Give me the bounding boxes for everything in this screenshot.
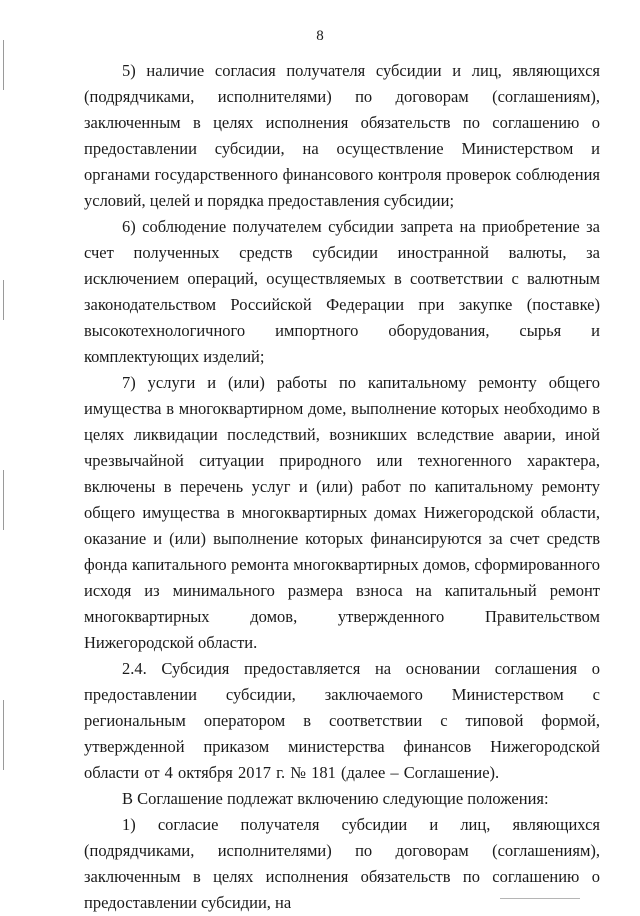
scan-edge-mark bbox=[3, 40, 4, 90]
scan-edge-mark bbox=[3, 280, 4, 320]
scan-edge-mark bbox=[500, 898, 580, 899]
paragraph-item-5-consent: 5) наличие согласия получателя субсидии и лиц, являющихся (подрядчиками, исполнителями) по договорам (соглашениям), заключенным в целях исполнения обязательств по соглашению о предоставлении субсидии, на осуществление Министерством и органами государственного финансового контроля проверок соблюдения условий, целей и порядка предоставления субсидии; bbox=[84, 61, 600, 210]
paragraph-2-4-subsidy-agreement: 2.4. Субсидия предоставляется на основании соглашения о предоставлении субсидии, заключаемого Министерством с региональным оператором в соответствии с типовой формой, утвержденной приказом министерства финансов Нижегородской области от 4 октября 2017 г. № 181 (далее – Соглашение). bbox=[84, 659, 600, 782]
scan-edge-mark bbox=[3, 700, 4, 770]
paragraph-item-6-currency-ban: 6) соблюдение получателем субсидии запрета на приобретение за счет полученных средств субсидии иностранной валюты, за исключением операций, осуществляемых в соответствии с валютным законодательством Российской Федерации при закупке (поставке) высокотехнологичного импортного оборудования, сырья и комплектующих изделий; bbox=[84, 217, 600, 366]
paragraph-item-1-consent: 1) согласие получателя субсидии и лиц, являющихся (подрядчиками, исполнителями) по договорам (соглашениям), заключенным в целях исполнения обязательств по соглашению о предоставлении субсидии, на bbox=[84, 815, 600, 912]
document-body bbox=[84, 58, 600, 916]
paragraph-agreement-provisions: В Соглашение подлежат включению следующие положения: bbox=[122, 789, 549, 808]
scan-edge-mark bbox=[3, 470, 4, 530]
page-number: 8 bbox=[316, 28, 324, 44]
paragraph-item-7-capital-repair: 7) услуги и (или) работы по капитальному ремонту общего имущества в многоквартирном доме, выполнение которых необходимо в целях ликвидации последствий, возникших вследствие аварии, иной чрезвычайной ситуации природного или техногенного характера, включены в перечень услуг и (или) работ по капитальному ремонту общего имущества в многоквартирных домах Нижегородской области, оказание и (или) выполнение которых финансируются за счет средств фонда капитального ремонта многоквартирных домов, сформированного исходя из минимального размера взноса на капитальный ремонт многоквартирных домов, утвержденного Правительством Нижегородской области. bbox=[84, 373, 600, 652]
